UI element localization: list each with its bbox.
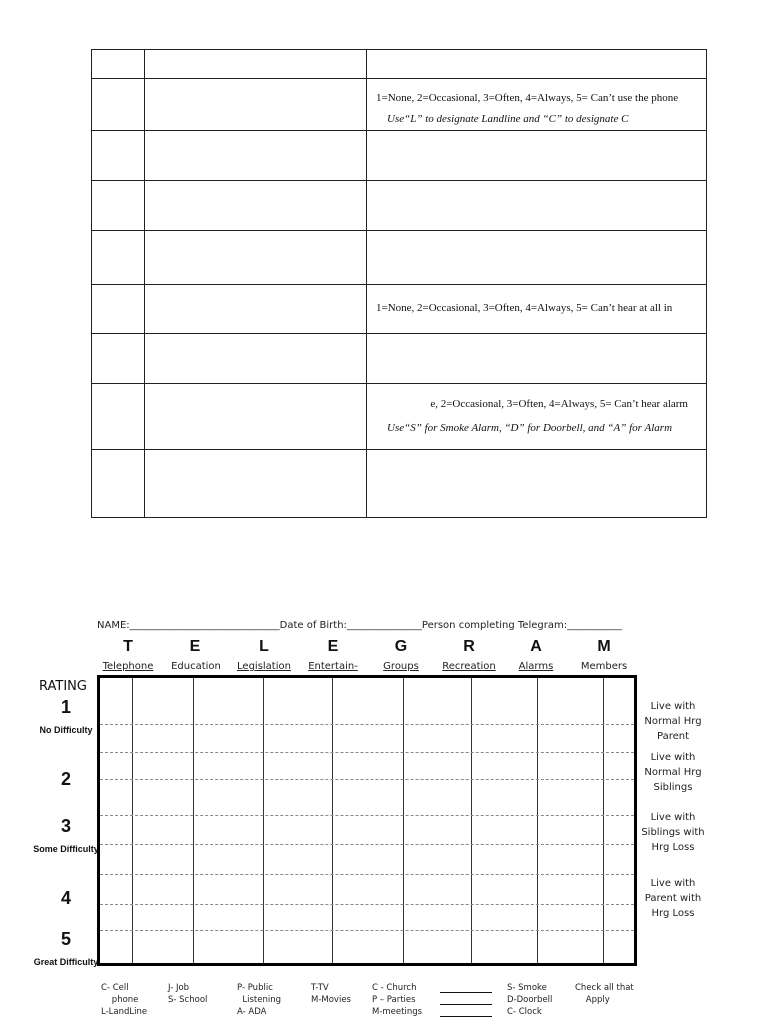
column-divider: [132, 678, 133, 963]
table-cell: [92, 50, 145, 79]
table-cell: [92, 334, 145, 384]
blank-line[interactable]: [440, 992, 492, 993]
table-cell: [367, 181, 707, 231]
rating-1: 1: [60, 697, 71, 717]
name-line: NAME:______________________________Date of Birth:_______________Person completing Telegram:___________: [97, 620, 623, 631]
table-cell: [367, 450, 707, 518]
top-table: [91, 49, 707, 518]
table-cell: [145, 334, 367, 384]
legend-legislation: P- Public Listening A- ADA: [237, 983, 282, 1017]
rating-3-desc: Some Difficulty: [33, 844, 99, 854]
table-cell: [92, 231, 145, 285]
table-cell: [367, 131, 707, 181]
rating-2: 2: [60, 769, 71, 789]
rating-3: 3: [60, 816, 71, 836]
legend-alarms: S- Smoke D-Doorbell C- Clock: [507, 983, 553, 1017]
side-note-parent-normal: Live with Normal Hrg Parent: [644, 701, 702, 742]
category-alarms: Alarms: [518, 661, 554, 672]
legend-telephone: C- Cell phone L-LandLine: [101, 983, 148, 1017]
category-members: Members: [580, 661, 628, 672]
category-entertainment: Entertain-: [308, 661, 358, 672]
alarm-note-text: Use“S” for Smoke Alarm, “D” for Doorbell, and “A” for Alarm: [387, 422, 673, 434]
legend-groups: C - Church P – Parties M-meetings: [372, 983, 423, 1017]
blank-line[interactable]: [440, 1016, 492, 1017]
table-cell: [92, 181, 145, 231]
blank-line[interactable]: [440, 1004, 492, 1005]
table-cell: [92, 450, 145, 518]
rating-5: 5: [60, 929, 71, 949]
letter-l: L: [259, 638, 269, 655]
row-divider: [100, 930, 634, 931]
column-divider: [263, 678, 264, 963]
table-cell: [145, 181, 367, 231]
table-cell: [145, 450, 367, 518]
row-divider: [100, 874, 634, 875]
table-cell: [145, 231, 367, 285]
side-note-siblings-loss: Live with Siblings with Hrg Loss: [641, 812, 705, 853]
column-divider: [537, 678, 538, 963]
letter-t: T: [123, 638, 133, 655]
table-cell: [92, 131, 145, 181]
rating-1-desc: No Difficulty: [39, 725, 93, 735]
letter-g: G: [394, 638, 408, 655]
letter-a: A: [530, 638, 542, 655]
letter-e: E: [189, 638, 201, 655]
column-divider: [471, 678, 472, 963]
category-recreation: Recreation: [442, 661, 496, 672]
category-telephone: Telephone: [102, 661, 154, 672]
legend-members: Check all that Apply: [575, 983, 634, 1005]
column-divider: [193, 678, 194, 963]
category-legislation: Legislation: [237, 661, 291, 672]
table-cell: [145, 285, 367, 334]
table-cell: [367, 50, 707, 79]
table-cell: [145, 131, 367, 181]
phone-rating-text: 1=None, 2=Occasional, 3=Often, 4=Always, 5= Can’t use the phone: [376, 92, 679, 104]
letter-r: R: [463, 638, 475, 655]
table-cell: [145, 384, 367, 450]
row-divider: [100, 779, 634, 780]
table-cell: [367, 334, 707, 384]
letter-e2: E: [327, 638, 339, 655]
rating-5-desc: Great Difficulty: [33, 957, 99, 967]
column-divider: [332, 678, 333, 963]
legend-education: J- Job S- School: [168, 983, 208, 1005]
table-cell: [92, 285, 145, 334]
row-divider: [100, 724, 634, 725]
rating-4: 4: [60, 888, 71, 908]
side-note-siblings-normal: Live with Normal Hrg Siblings: [644, 752, 702, 793]
category-education: Education: [171, 661, 221, 672]
column-divider: [403, 678, 404, 963]
letter-m: M: [597, 638, 611, 655]
alarm-instructions-cell: [367, 384, 707, 450]
alarm-rating-text: e, 2=Occasional, 3=Often, 4=Always, 5= Can’t hear alarm: [430, 398, 688, 410]
row-divider: [100, 815, 634, 816]
hearing-rating-text: 1=None, 2=Occasional, 3=Often, 4=Always, 5= Can’t hear at all in: [376, 302, 673, 314]
phone-note-text: Use“L” to designate Landline and “C” to designate C: [387, 113, 629, 125]
table-cell: [92, 384, 145, 450]
table-cell: [92, 79, 145, 131]
hearing-instructions-cell: [367, 285, 707, 334]
phone-instructions-cell: [367, 79, 707, 131]
column-divider: [603, 678, 604, 963]
table-cell: [145, 50, 367, 79]
rating-label: RATING: [39, 679, 87, 694]
table-cell: [145, 79, 367, 131]
category-groups: Groups: [383, 661, 419, 672]
row-divider: [100, 904, 634, 905]
row-divider: [100, 752, 634, 753]
side-note-parent-loss: Live with Parent with Hrg Loss: [644, 878, 702, 919]
rating-grid[interactable]: [97, 675, 637, 966]
table-cell: [367, 231, 707, 285]
legend-entertainment: T-TV M-Movies: [311, 983, 351, 1005]
row-divider: [100, 844, 634, 845]
